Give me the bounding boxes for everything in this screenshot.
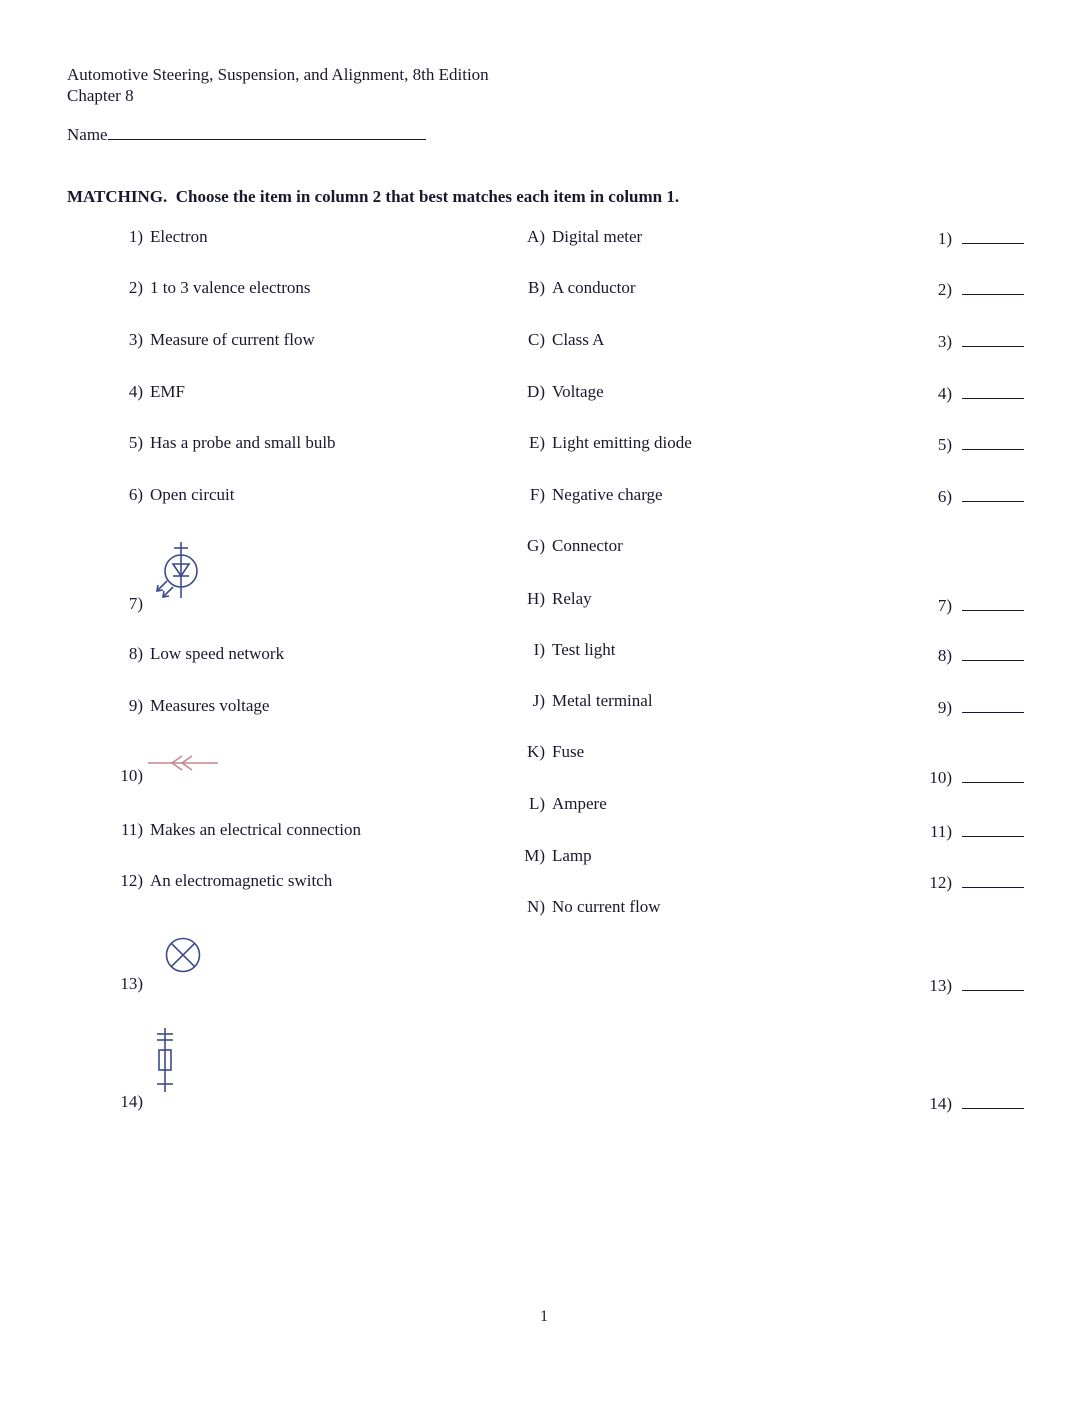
answer-slot-4 xyxy=(900,381,1024,405)
option-text: Ampere xyxy=(552,794,607,813)
option-letter: F) xyxy=(529,485,545,504)
answer-number: 13) xyxy=(929,976,952,995)
option-letter: B) xyxy=(528,278,545,297)
answer-number: 6) xyxy=(937,487,952,506)
page-number: 1 xyxy=(540,1308,548,1325)
option-letter: H) xyxy=(527,589,545,608)
answer-blank xyxy=(962,593,1024,611)
answer-blank xyxy=(962,432,1024,450)
option-text: A conductor xyxy=(552,278,636,297)
item-number: 7) xyxy=(128,594,143,613)
option-text: Negative charge xyxy=(552,485,663,504)
answer-number: 10) xyxy=(929,768,952,787)
item-text: Electron xyxy=(150,227,208,246)
match-item-6 xyxy=(88,484,235,506)
option-text: Voltage xyxy=(552,382,604,401)
option-item-m xyxy=(505,845,592,867)
option-text: Light emitting diode xyxy=(552,433,692,452)
answer-slot-8 xyxy=(900,643,1024,667)
answer-number: 1) xyxy=(937,229,952,248)
option-letter: D) xyxy=(527,382,545,401)
item-number: 10) xyxy=(120,766,143,785)
answer-blank xyxy=(962,870,1024,888)
answer-slot-3 xyxy=(900,329,1024,353)
name-label: Name xyxy=(67,125,108,144)
item-number: 13) xyxy=(120,974,143,993)
option-item-h xyxy=(505,588,592,610)
answer-blank xyxy=(962,226,1024,244)
option-letter: J) xyxy=(532,691,545,710)
answer-slot-14 xyxy=(900,1091,1024,1115)
answer-slot-7 xyxy=(900,593,1024,617)
option-item-a xyxy=(505,226,642,248)
match-item-3 xyxy=(88,329,315,351)
option-text: Class A xyxy=(552,330,605,349)
answer-blank xyxy=(962,765,1024,783)
option-letter: I) xyxy=(533,640,545,659)
option-item-i xyxy=(505,639,616,661)
fuse-symbol-icon xyxy=(148,1026,184,1094)
answer-blank xyxy=(962,484,1024,502)
item-text: An electromagnetic switch xyxy=(150,871,333,890)
item-number: 8) xyxy=(128,644,143,663)
match-item-7 xyxy=(88,593,150,615)
option-text: Fuse xyxy=(552,742,585,761)
answer-number: 8) xyxy=(937,646,952,665)
option-text: Test light xyxy=(552,640,616,659)
option-letter: L) xyxy=(528,794,545,813)
item-text: Measures voltage xyxy=(150,696,270,715)
answer-blank xyxy=(962,1091,1024,1109)
answer-slot-9 xyxy=(900,695,1024,719)
option-text: Digital meter xyxy=(552,227,643,246)
option-text: Lamp xyxy=(552,846,592,865)
item-number: 2) xyxy=(128,278,143,297)
option-letter: K) xyxy=(527,742,545,761)
item-text: 1 to 3 valence electrons xyxy=(150,278,311,297)
option-text: No current flow xyxy=(552,897,661,916)
answer-slot-1 xyxy=(900,226,1024,250)
answer-number: 12) xyxy=(929,873,952,892)
option-item-b xyxy=(505,277,636,299)
option-item-d xyxy=(505,381,604,403)
option-item-c xyxy=(505,329,604,351)
match-item-10 xyxy=(88,765,150,787)
answer-slot-5 xyxy=(900,432,1024,456)
item-text: Has a probe and small bulb xyxy=(150,433,336,452)
option-letter: N) xyxy=(527,897,545,916)
option-letter: M) xyxy=(524,846,545,865)
answer-blank xyxy=(962,381,1024,399)
answer-slot-13 xyxy=(900,973,1024,997)
option-text: Metal terminal xyxy=(552,691,653,710)
option-item-k xyxy=(505,741,584,763)
item-number: 3) xyxy=(128,330,143,349)
answer-blank xyxy=(962,819,1024,837)
match-item-14 xyxy=(88,1091,150,1113)
answer-slot-6 xyxy=(900,484,1024,508)
match-item-13 xyxy=(88,973,150,995)
match-item-9 xyxy=(88,695,269,717)
answer-slot-12 xyxy=(900,870,1024,894)
option-letter: A) xyxy=(527,227,545,246)
option-text: Connector xyxy=(552,536,623,555)
option-letter: G) xyxy=(527,536,545,555)
answer-number: 9) xyxy=(937,698,952,717)
option-letter: E) xyxy=(528,433,545,452)
item-number: 4) xyxy=(128,382,143,401)
led-symbol-icon xyxy=(152,540,212,600)
option-item-n xyxy=(505,896,661,918)
name-field xyxy=(67,122,426,146)
answer-slot-11 xyxy=(900,819,1024,843)
answer-blank xyxy=(962,277,1024,295)
item-number: 1) xyxy=(128,227,143,246)
item-number: 5) xyxy=(128,433,143,452)
option-item-g xyxy=(505,535,623,557)
answer-blank xyxy=(962,973,1024,991)
answer-slot-2 xyxy=(900,277,1024,301)
option-item-e xyxy=(505,432,692,454)
item-number: 12) xyxy=(120,871,143,890)
answer-number: 2) xyxy=(937,280,952,299)
answer-number: 14) xyxy=(929,1094,952,1113)
item-text: EMF xyxy=(150,382,185,401)
item-number: 6) xyxy=(128,485,143,504)
option-item-l xyxy=(505,793,607,815)
item-number: 14) xyxy=(120,1092,143,1111)
answer-number: 11) xyxy=(929,822,952,841)
answer-number: 5) xyxy=(937,435,952,454)
match-item-1 xyxy=(88,226,208,248)
answer-number: 3) xyxy=(937,332,952,351)
item-text: Makes an electrical connection xyxy=(150,820,361,839)
option-text: Relay xyxy=(552,589,592,608)
course-title: Automotive Steering, Suspension, and Alignment, 8th Edition xyxy=(67,65,489,84)
answer-blank xyxy=(962,643,1024,661)
option-item-j xyxy=(505,690,653,712)
item-number: 9) xyxy=(128,696,143,715)
match-item-5 xyxy=(88,432,336,454)
answer-number: 4) xyxy=(937,384,952,403)
match-item-11 xyxy=(88,819,361,841)
option-item-f xyxy=(505,484,663,506)
match-item-2 xyxy=(88,277,311,299)
option-letter: C) xyxy=(528,330,545,349)
female-terminal-icon xyxy=(148,752,218,774)
answer-number: 7) xyxy=(937,596,952,615)
match-item-4 xyxy=(88,381,185,403)
item-text: Open circuit xyxy=(150,485,235,504)
match-item-12 xyxy=(88,870,332,892)
name-blank-line xyxy=(108,122,426,140)
item-text: Low speed network xyxy=(150,644,285,663)
answer-blank xyxy=(962,329,1024,347)
answer-slot-10 xyxy=(900,765,1024,789)
matching-instructions: MATCHING. Choose the item in column 2 that best matches each item in column 1. xyxy=(67,187,680,206)
lamp-symbol-icon xyxy=(161,933,205,977)
answer-blank xyxy=(962,695,1024,713)
item-number: 11) xyxy=(120,820,143,839)
item-text: Measure of current flow xyxy=(150,330,315,349)
match-item-8 xyxy=(88,643,284,665)
chapter-label: Chapter 8 xyxy=(67,86,134,105)
